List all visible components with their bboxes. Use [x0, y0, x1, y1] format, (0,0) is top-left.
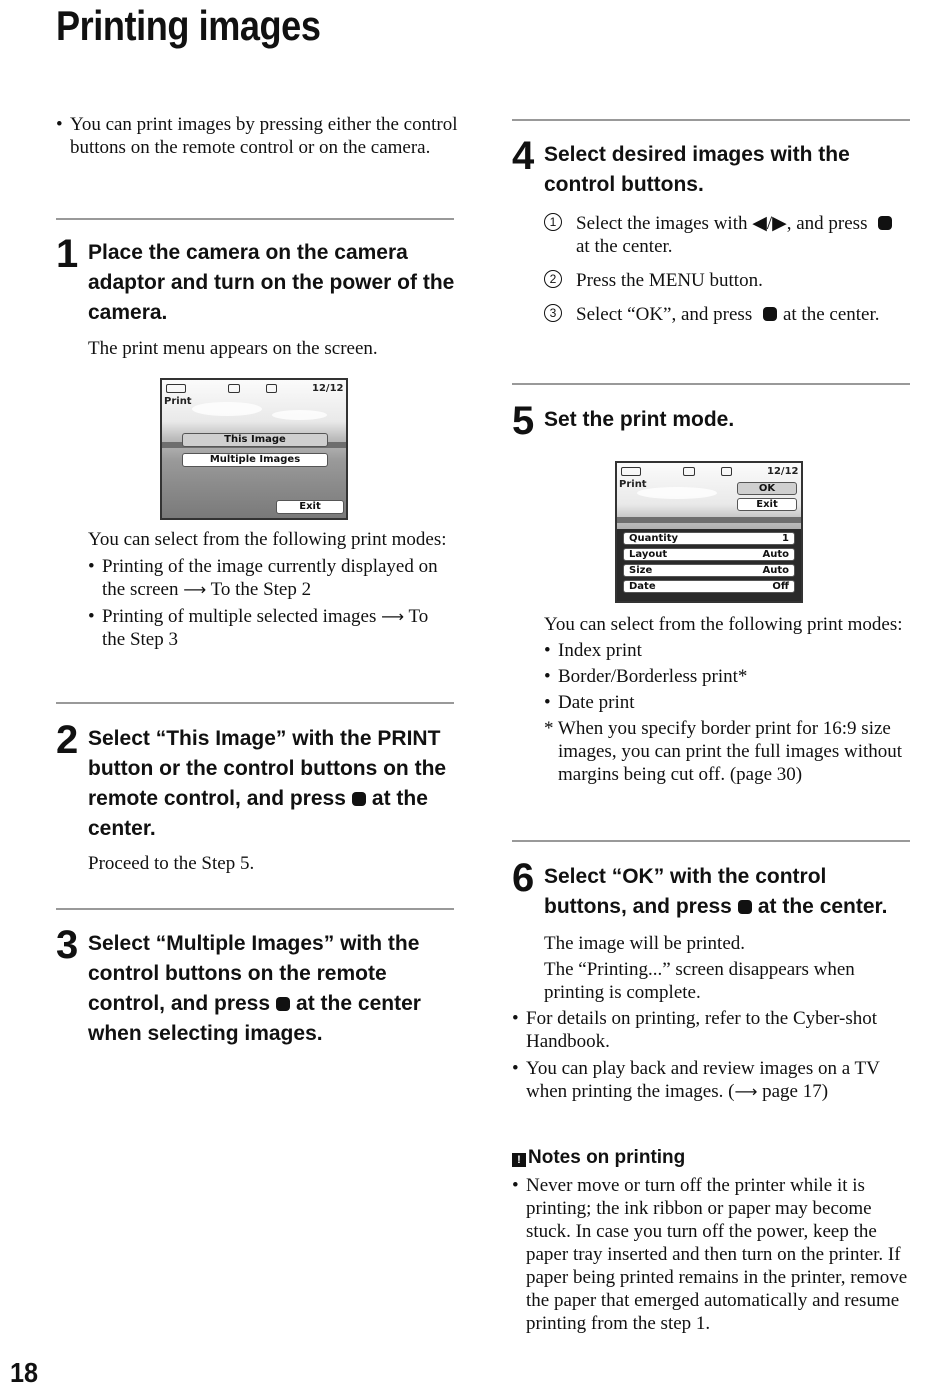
notes-section: [512, 1147, 910, 1335]
divider: [512, 119, 910, 121]
list-item: 2 Press the MENU button.: [544, 269, 910, 292]
divider: [56, 908, 454, 910]
divider: [512, 383, 910, 385]
step-number: 3: [56, 923, 79, 967]
step-heading: Place the camera on the camera adaptor and turn on the power of the camera.: [88, 241, 455, 324]
step-heading: Select “Multiple Images” with the control buttons on the remote control, and press at the center when selecting images.: [88, 932, 421, 1045]
battery-icon: [166, 384, 186, 393]
step-number: 5: [512, 399, 535, 443]
setting-row-layout[interactable]: Layout Auto: [623, 548, 795, 561]
list-item: • Printing of multiple selected images ⟶ To the Step 3: [88, 605, 454, 651]
intro-bullet: • You can print images by pressing either the control buttons on the remote control or on the camera.: [56, 113, 462, 159]
step-text: The “Printing...” screen disappears when printing is complete.: [544, 959, 855, 1003]
list-item: • Printing of the image currently displayed on the screen ⟶ To the Step 2: [88, 555, 454, 601]
print-mode-screen: [615, 461, 803, 603]
ok-button[interactable]: OK: [737, 482, 797, 495]
notes-heading: ! Notes on printing: [512, 1147, 910, 1169]
circled-number: 3: [544, 304, 562, 322]
circled-number: 2: [544, 270, 562, 288]
modes-intro: You can select from the following print modes:: [544, 614, 903, 635]
step-5-modes: [544, 613, 910, 786]
quality-icon: [266, 384, 277, 393]
step-number: 2: [56, 718, 79, 762]
step-6: [512, 856, 910, 1103]
center-button-icon: [352, 792, 366, 806]
vga-icon: [228, 384, 240, 393]
center-button-icon: [276, 997, 290, 1011]
screen-counter: 12/12: [767, 466, 799, 477]
divider: [56, 702, 454, 704]
vga-icon: [683, 467, 695, 476]
center-button-icon: [738, 900, 752, 914]
screen-label: Print: [619, 479, 647, 490]
center-button-icon: [763, 307, 777, 321]
multiple-images-button[interactable]: Multiple Images: [182, 453, 328, 467]
divider: [56, 218, 454, 220]
divider: [512, 840, 910, 842]
arrow-right-icon: ⟶: [381, 607, 405, 626]
list-item: • Date print: [544, 691, 910, 714]
step-number: 4: [512, 134, 535, 178]
step-2: [56, 718, 456, 875]
list-item: 3 Select “OK”, and press at the center.: [544, 303, 910, 326]
setting-row-quantity[interactable]: Quantity 1: [623, 532, 795, 545]
step-text: The print menu appears on the screen.: [88, 338, 378, 359]
setting-row-size[interactable]: Size Auto: [623, 564, 795, 577]
list-item: • Never move or turn off the printer while it is printing; the ink ribbon or paper may become stuck. In case you turn off the power, keep the paper tray inserted and then turn on the printer. If paper being printed remains in the printer, remove the paper that emerged automatically and resume printing from the step 1.: [512, 1174, 910, 1335]
note-icon: !: [512, 1153, 526, 1167]
step-number: 1: [56, 232, 79, 276]
arrow-right-icon: ⟶: [183, 580, 207, 599]
screen-counter: 12/12: [312, 383, 344, 394]
quality-icon: [721, 467, 732, 476]
list-item: • Border/Borderless print*: [544, 665, 910, 688]
exit-button[interactable]: Exit: [737, 498, 797, 511]
list-item: • Index print: [544, 639, 910, 662]
print-menu-screen: [160, 378, 348, 520]
modes-intro: You can select from the following print modes:: [88, 529, 447, 550]
setting-row-date[interactable]: Date Off: [623, 580, 795, 593]
center-button-icon: [878, 216, 892, 230]
screen-label: Print: [164, 396, 192, 407]
step-4: [512, 134, 910, 337]
step-heading: Set the print mode.: [544, 408, 735, 431]
step-3: [56, 923, 456, 1049]
step-5: [512, 399, 910, 443]
footnote: * When you specify border print for 16:9 size images, you can print the full images without margins being cut off. (page 30): [544, 718, 903, 785]
page-title: Printing images: [56, 2, 321, 49]
step-1: [56, 232, 456, 360]
exit-button[interactable]: Exit: [276, 500, 344, 514]
arrow-right-icon: ⟶: [734, 1082, 758, 1101]
step-1-modes: [88, 528, 454, 651]
step-heading: Select “This Image” with the PRINT button or the control buttons on the remote control, and press at the center.: [88, 727, 447, 840]
step-number: 6: [512, 856, 535, 900]
step-heading: Select “OK” with the control buttons, and press at the center.: [544, 865, 888, 918]
list-item: • You can play back and review images on a TV when printing the images. (⟶ page 17): [512, 1057, 910, 1103]
step-text: Proceed to the Step 5.: [88, 853, 255, 874]
list-item: • For details on printing, refer to the Cyber-shot Handbook.: [512, 1007, 910, 1053]
battery-icon: [621, 467, 641, 476]
page-number: 18: [10, 1357, 39, 1388]
list-item: 1 Select the images with ◀/▶, and press at the center.: [544, 212, 910, 258]
this-image-button[interactable]: This Image: [182, 433, 328, 447]
step-heading: Select desired images with the control buttons.: [544, 143, 850, 196]
step-text: The image will be printed.: [544, 933, 746, 954]
circled-number: 1: [544, 213, 562, 231]
